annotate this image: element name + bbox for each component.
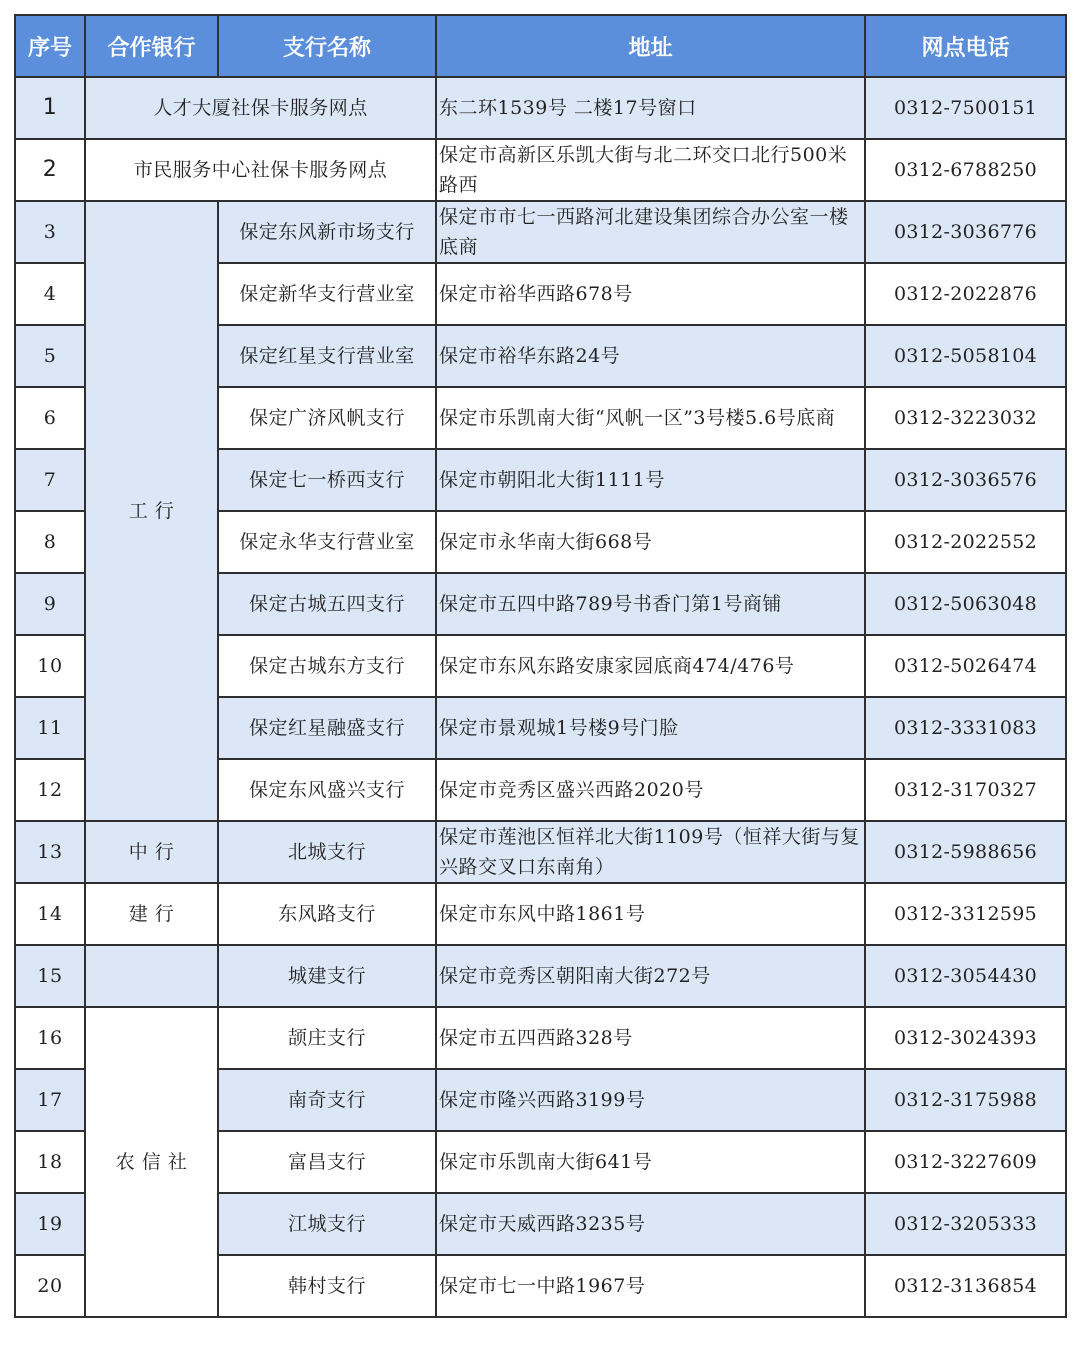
branch-name: 江城支行	[218, 1193, 436, 1255]
branch-address: 保定市市七一西路河北建设集团综合办公室一楼底商	[436, 201, 865, 263]
branch-phone: 0312-3036776	[865, 201, 1066, 263]
branch-address: 保定市景观城1号楼9号门脸	[436, 697, 865, 759]
branch-phone: 0312-3331083	[865, 697, 1066, 759]
branch-phone: 0312-3170327	[865, 759, 1066, 821]
branch-name: 东风路支行	[218, 883, 436, 945]
bank-name-boc: 中 行	[85, 821, 218, 883]
branch-phone: 0312-7500151	[865, 77, 1066, 139]
branch-address: 保定市高新区乐凯大街与北二环交口北行500米路西	[436, 139, 865, 201]
table-row	[15, 1007, 1066, 1069]
branch-phone: 0312-5026474	[865, 635, 1066, 697]
branch-phone: 0312-3205333	[865, 1193, 1066, 1255]
branch-address: 保定市隆兴西路3199号	[436, 1069, 865, 1131]
row-number: 3	[15, 201, 85, 263]
row-number: 19	[15, 1193, 85, 1255]
branch-table-container	[14, 14, 1065, 1318]
row-number: 6	[15, 387, 85, 449]
row-number: 18	[15, 1131, 85, 1193]
branch-address: 保定市乐凯南大街641号	[436, 1131, 865, 1193]
branch-phone: 0312-3024393	[865, 1007, 1066, 1069]
branch-address: 东二环1539号 二楼17号窗口	[436, 77, 865, 139]
branch-address: 保定市朝阳北大街1111号	[436, 449, 865, 511]
branch-phone: 0312-3136854	[865, 1255, 1066, 1317]
table-row	[15, 883, 1066, 945]
branch-table	[14, 14, 1067, 1318]
branch-address: 保定市东风中路1861号	[436, 883, 865, 945]
branch-address: 保定市五四西路328号	[436, 1007, 865, 1069]
header-branch: 支行名称	[218, 15, 436, 77]
row-number: 7	[15, 449, 85, 511]
bank-name-rcc: 农 信 社	[85, 1007, 218, 1317]
branch-name: 保定广济风帆支行	[218, 387, 436, 449]
row-number: 2	[15, 139, 85, 201]
branch-address: 保定市乐凯南大街“风帆一区”3号楼5.6号底商	[436, 387, 865, 449]
branch-phone: 0312-6788250	[865, 139, 1066, 201]
row-number: 17	[15, 1069, 85, 1131]
branch-name: 保定古城东方支行	[218, 635, 436, 697]
row-number: 10	[15, 635, 85, 697]
branch-name: 保定红星融盛支行	[218, 697, 436, 759]
branch-phone: 0312-5988656	[865, 821, 1066, 883]
table-row	[15, 77, 1066, 139]
branch-name: 南奇支行	[218, 1069, 436, 1131]
branch-name: 保定新华支行营业室	[218, 263, 436, 325]
row-number: 1	[15, 77, 85, 139]
branch-phone: 0312-3312595	[865, 883, 1066, 945]
row-number: 11	[15, 697, 85, 759]
row-number: 14	[15, 883, 85, 945]
row-number: 5	[15, 325, 85, 387]
row-number: 4	[15, 263, 85, 325]
branch-name: 保定七一桥西支行	[218, 449, 436, 511]
branch-name: 北城支行	[218, 821, 436, 883]
header-seq: 序号	[15, 15, 85, 77]
row-number: 13	[15, 821, 85, 883]
row-number: 9	[15, 573, 85, 635]
branch-address: 保定市裕华东路24号	[436, 325, 865, 387]
header-phone: 网点电话	[865, 15, 1066, 77]
branch-phone: 0312-5058104	[865, 325, 1066, 387]
branch-name: 颉庄支行	[218, 1007, 436, 1069]
branch-name: 市民服务中心社保卡服务网点	[85, 139, 436, 201]
branch-name: 城建支行	[218, 945, 436, 1007]
branch-name: 保定红星支行营业室	[218, 325, 436, 387]
branch-address: 保定市竞秀区朝阳南大街272号	[436, 945, 865, 1007]
bank-name-icbc: 工 行	[85, 201, 218, 821]
branch-address: 保定市永华南大街668号	[436, 511, 865, 573]
bank-name-ccb: 建 行	[85, 883, 218, 945]
branch-phone: 0312-3227609	[865, 1131, 1066, 1193]
row-number: 15	[15, 945, 85, 1007]
branch-phone: 0312-3223032	[865, 387, 1066, 449]
row-number: 16	[15, 1007, 85, 1069]
branch-phone: 0312-5063048	[865, 573, 1066, 635]
bank-name-empty	[85, 945, 218, 1007]
branch-name: 人才大厦社保卡服务网点	[85, 77, 436, 139]
table-row	[15, 821, 1066, 883]
branch-address: 保定市莲池区恒祥北大街1109号（恒祥大街与复兴路交叉口东南角）	[436, 821, 865, 883]
row-number: 20	[15, 1255, 85, 1317]
branch-address: 保定市东风东路安康家园底商474/476号	[436, 635, 865, 697]
branch-address: 保定市裕华西路678号	[436, 263, 865, 325]
table-row	[15, 201, 1066, 263]
branch-name: 保定东风新市场支行	[218, 201, 436, 263]
header-address: 地址	[436, 15, 865, 77]
branch-phone: 0312-2022876	[865, 263, 1066, 325]
branch-name: 保定东风盛兴支行	[218, 759, 436, 821]
branch-phone: 0312-2022552	[865, 511, 1066, 573]
table-row	[15, 945, 1066, 1007]
branch-name: 保定永华支行营业室	[218, 511, 436, 573]
branch-phone: 0312-3036576	[865, 449, 1066, 511]
table-row	[15, 139, 1066, 201]
branch-address: 保定市七一中路1967号	[436, 1255, 865, 1317]
branch-name: 富昌支行	[218, 1131, 436, 1193]
row-number: 8	[15, 511, 85, 573]
branch-address: 保定市天威西路3235号	[436, 1193, 865, 1255]
branch-address: 保定市五四中路789号书香门第1号商铺	[436, 573, 865, 635]
row-number: 12	[15, 759, 85, 821]
branch-phone: 0312-3175988	[865, 1069, 1066, 1131]
branch-name: 保定古城五四支行	[218, 573, 436, 635]
header-bank: 合作银行	[85, 15, 218, 77]
branch-address: 保定市竞秀区盛兴西路2020号	[436, 759, 865, 821]
branch-phone: 0312-3054430	[865, 945, 1066, 1007]
branch-name: 韩村支行	[218, 1255, 436, 1317]
table-header-row	[15, 15, 1066, 77]
